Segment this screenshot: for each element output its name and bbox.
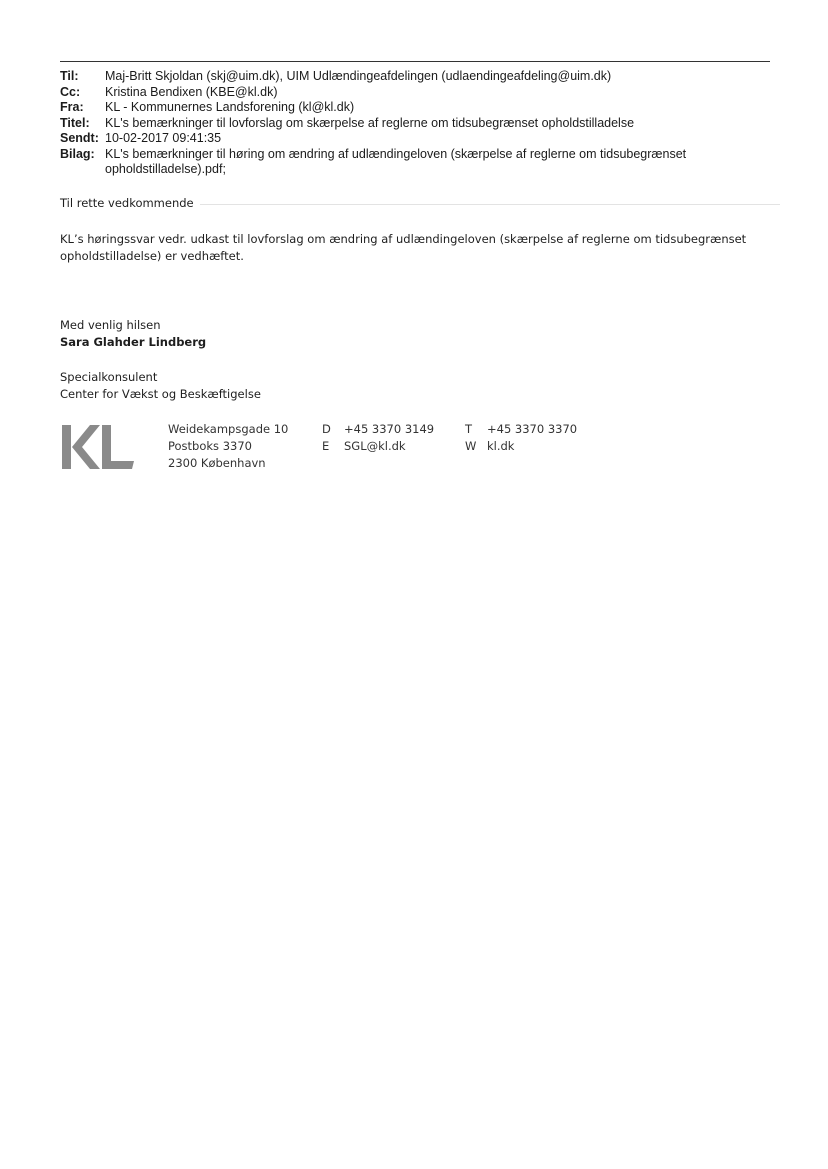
direct-key: D: [322, 422, 331, 436]
sent-label: Sendt:: [60, 131, 99, 145]
address-city: 2300 København: [168, 456, 266, 470]
closing-phrase: Med venlig hilsen: [60, 318, 161, 332]
web-key: W: [465, 439, 477, 453]
email-address: SGL@kl.dk: [344, 439, 406, 453]
sender-department: Center for Vækst og Beskæftigelse: [60, 387, 261, 401]
header-from-row: [60, 100, 780, 116]
to-value: Maj-Britt Skjoldan (skj@uim.dk), UIM Udlændingeafdelingen (udlaendingeafdeling@uim.dk): [105, 69, 612, 83]
header-title-row: [60, 116, 780, 132]
cc-label: Cc:: [60, 84, 81, 99]
email-header: [60, 69, 780, 178]
header-top-rule: [60, 61, 770, 62]
salutation-rule: [200, 204, 780, 205]
attachment-label: Bilag:: [60, 146, 95, 161]
sent-value: 10-02-2017 09:41:35: [105, 131, 222, 145]
attachment-value: KL's bemærkninger til høring om ændring af udlændingeloven (skærpelse af reglerne om tidsubegrænset opholdstilladelse).pdf;: [105, 146, 687, 176]
intro-paragraph: KL’s høringssvar vedr. udkast til lovforslag om ændring af udlændingeloven (skærpelse af reglerne om tidsubegrænset opholdstilladelse) er vedhæftet.: [60, 232, 747, 263]
closing-block: [60, 317, 206, 351]
signature-general-contacts: [465, 421, 577, 455]
signature-address: [168, 421, 288, 472]
sender-name: Sara Glahder Lindberg: [60, 335, 207, 349]
sender-role-block: [60, 369, 261, 403]
title-value: KL's bemærkninger til lovforslag om skærpelse af reglerne om tidsubegrænset opholdstilladelse: [105, 115, 635, 130]
header-to-row: [60, 69, 780, 85]
header-sent-row: [60, 131, 780, 147]
email-key: E: [322, 439, 330, 453]
from-value: KL - Kommunernes Landsforening (kl@kl.dk): [105, 100, 355, 114]
kl-logo-icon: [60, 423, 136, 471]
salutation: Til rette vedkommende: [60, 196, 194, 210]
title-label: Titel:: [60, 115, 90, 130]
to-label: Til:: [60, 69, 79, 83]
cc-value: Kristina Bendixen (KBE@kl.dk): [105, 84, 278, 99]
header-cc-row: [60, 85, 780, 101]
tel-row: [465, 421, 577, 438]
direct-phone: +45 3370 3149: [344, 422, 435, 436]
sender-role: Specialkonsulent: [60, 370, 158, 384]
tel-phone: +45 3370 3370: [487, 422, 578, 436]
header-attachment-row: [60, 147, 780, 178]
web-row: [465, 438, 577, 455]
address-pobox: Postboks 3370: [168, 439, 252, 453]
from-label: Fra:: [60, 100, 84, 114]
direct-phone-row: [322, 421, 434, 438]
web-address: kl.dk: [487, 439, 515, 453]
signature-direct-contacts: [322, 421, 434, 455]
address-street: Weidekampsgade 10: [168, 422, 289, 436]
email-row: [322, 438, 434, 455]
tel-key: T: [465, 422, 473, 436]
